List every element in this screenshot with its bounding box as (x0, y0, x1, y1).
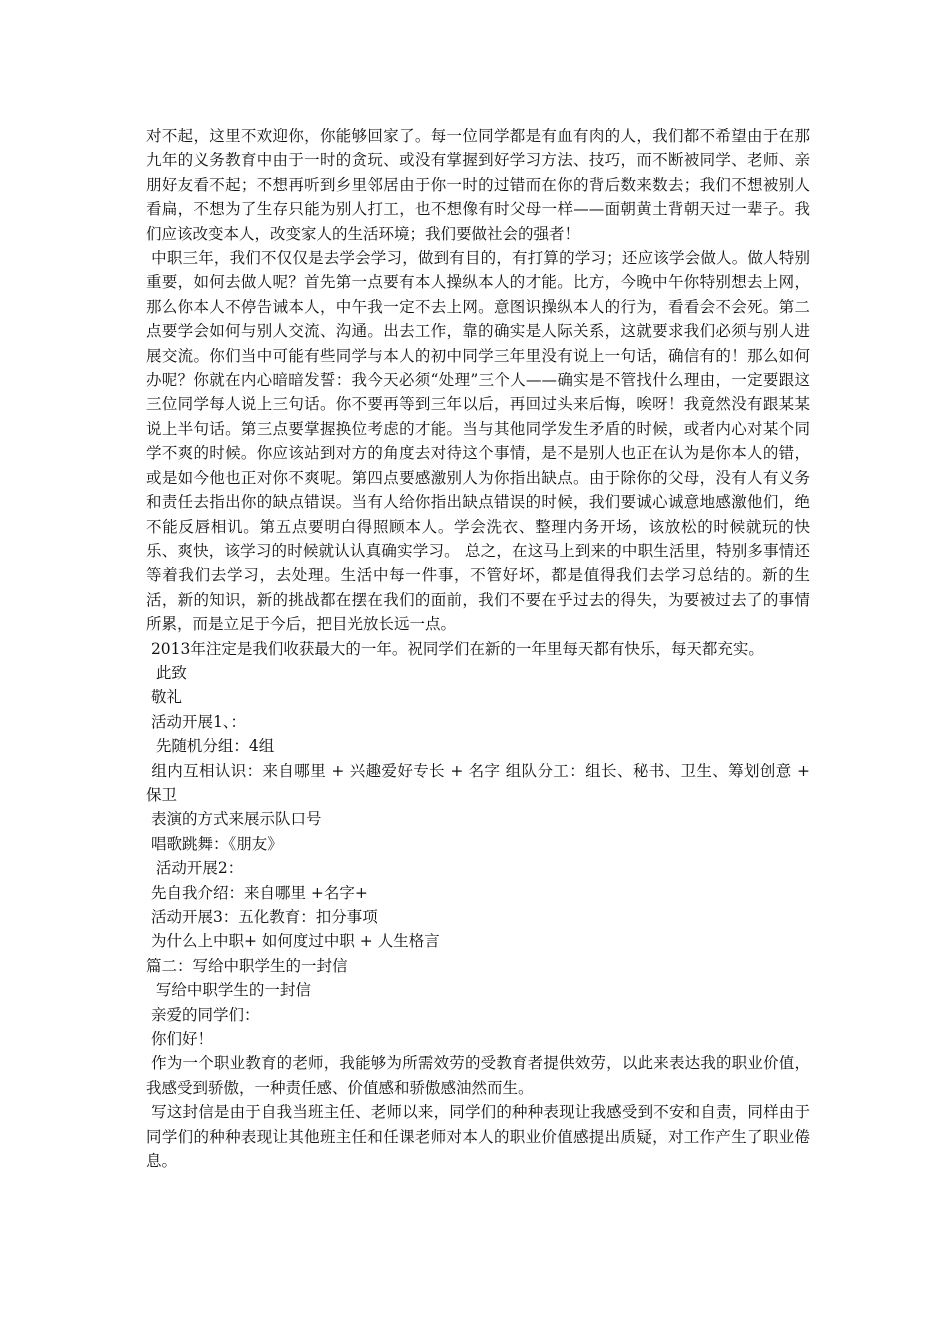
letter-paragraph-2: 写这封信是由于自我当班主任、老师以来，同学们的种种表现让我感受到不安和自责，同样由于同学们的种种表现让其他班主任和任课老师对本人的职业价值感提出质疑，对工作产生了职业倦息。 (146, 1103, 810, 1171)
paragraph-three-years: 中职三年，我们不仅仅是去学会学习，做到有目的，有打算的学习；还应该学会做人。做人特别重要，如何去做人呢？首先第一点要有本人操纵本人的才能。比方，今晚中午你特别想去上网，那么你本人不停告诫本人，中午我一定不去上网。意图识操纵本人的行为，看看会不会死。第二点要学会如何与别人交流、沟通。出去工作，靠的确实是人际关系，这就要求我们必须与别人进展交流。你们当中可能有些同学与本人的初中同学三年里没有说上一句话，确信有的！那么如何办呢？你就在内心暗暗发誓：我今天必须“处理”三个人——确实是不管找什么理由，一定要跟这三位同学每人说上三句话。你不要再等到三年以后，再回过头来后悔，唉呀！我竟然没有跟某某说上半句话。第三点要掌握换位考虑的才能。当与其他同学发生矛盾的时候，或者内心对某个同学不爽的时候。你应该站到对方的角度去对待这个事情，是不是别人也正在认为是你本人的错，或是如今他也正对你不爽呢。第四点要感激别人为你指出缺点。由于除你的父母，没有人有义务和责任去指出你的缺点错误。当有人给你指出缺点错误的时候，我们要诚心诚意地感激他们，绝不能反唇相讥。第五点要明白得照顾本人。学会洗衣、整理内务开场，该放松的时候就玩的快乐、爽快，该学习的时候就认认真确实学习。 总之，在这马上到来的中职生活里，特别多事情还等着我们去学习，去处理。生活中每一件事，不管好坏，都是值得我们去学习总结的。新的生活，新的知识，新的挑战都在摆在我们的面前，我们不要在乎过去的得失，为要被过去了的事情所累，而是立足于今后，把目光放长远一点。 (146, 249, 810, 634)
activity-2-self-intro: 先自我介绍：来自哪里 +名字+ (146, 883, 368, 902)
activity-1-heading: 活动开展1、： (146, 712, 247, 731)
paragraph-intro-end: 对不起，这里不欢迎你，你能够回家了。每一位同学都是有血有肉的人，我们都不希望由于在那九年的义务教育中由于一时的贪玩、或没有掌握到好学习方法、技巧，而不断被同学、老师、亲朋好友看不起；不想再听到乡里邻居由于你一时的过错而在你的背后数来数去；我们不想被别人看扁，不想为了生存只能为别人打工，也不想像有时父母一样——面朝黄土背朝天过一辈子。我们应该改变本人，改变家人的生活环境；我们要做社会的强者！ (146, 127, 810, 243)
activity-3-topics: 为什么上中职+ 如何度过中职 + 人生格言 (146, 932, 440, 951)
letter-greeting: 你们好！ (146, 1030, 213, 1049)
document-body (146, 124, 815, 1173)
activity-3-heading: 活动开展3：五化教育：扣分事项 (146, 908, 378, 926)
closing-cizhi: 此致 (146, 663, 187, 682)
letter-title: 写给中职学生的一封信 (146, 981, 311, 1000)
section-2-title: 篇二：写给中职学生的一封信 (146, 956, 348, 975)
activity-1-song: 唱歌跳舞：《朋友》 (146, 834, 283, 853)
activity-1-performance: 表演的方式来展示队口号 (146, 810, 322, 829)
letter-paragraph-1: 作为一个职业教育的老师，我能够为所需效劳的受教育者提供效劳，以此来表达我的职业价值，我感受到骄傲，一种责任感、价值感和骄傲感油然而生。 (146, 1054, 810, 1097)
activity-1-grouping: 先随机分组：4组 (146, 737, 275, 756)
closing-jingli: 敬礼 (146, 688, 182, 707)
paragraph-new-year-wish: 2013年注定是我们收获最大的一年。祝同学们在新的一年里每天都有快乐，每天都充实。 (146, 639, 764, 658)
activity-2-heading: 活动开展2： (146, 859, 244, 878)
activity-1-introductions: 组内互相认识：来自哪里 + 兴趣爱好专长 + 名字 组队分工：组长、秘书、卫生、筹划创意 + 保卫 (146, 761, 815, 804)
letter-salutation: 亲爱的同学们： (146, 1005, 260, 1024)
